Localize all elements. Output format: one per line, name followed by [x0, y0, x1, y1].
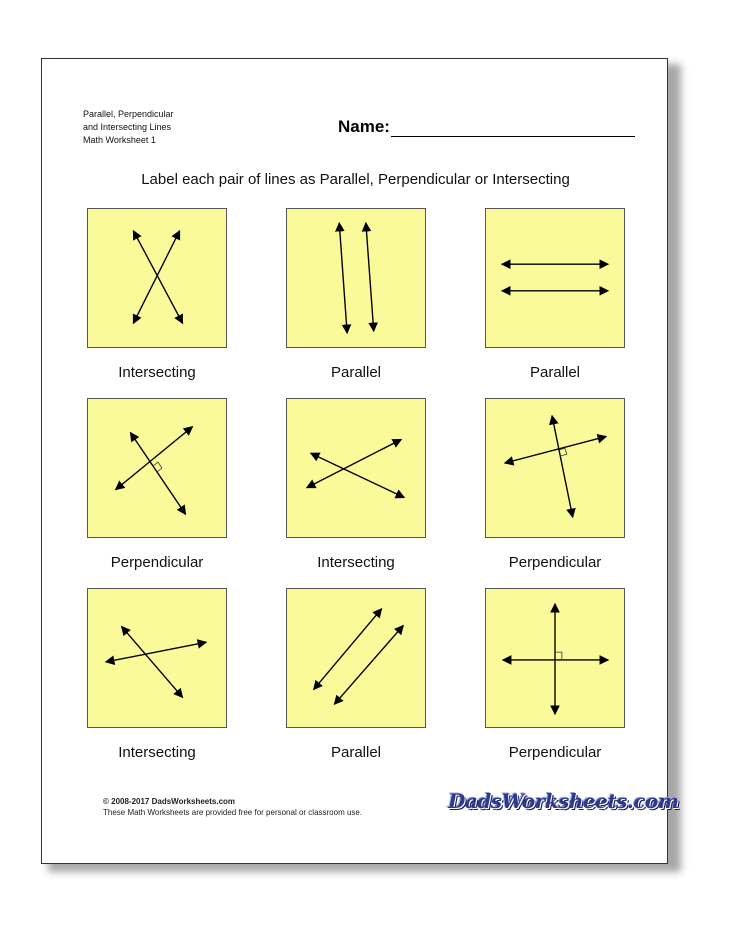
line-a	[307, 439, 402, 487]
problem-4-figure	[87, 398, 227, 538]
title-line-3: Math Worksheet 1	[83, 135, 156, 145]
problem-1-answer: Intersecting	[118, 364, 196, 381]
problem-8-answer: Parallel	[330, 744, 382, 761]
problem-1	[87, 208, 229, 381]
line-b	[366, 223, 374, 331]
title-line-1: Parallel, Perpendicular	[83, 109, 174, 119]
problem-7-figure	[87, 588, 227, 728]
problem-5-figure	[286, 398, 426, 538]
problem-6-figure	[485, 398, 625, 538]
line-a	[339, 223, 347, 333]
problem-4-answer: Perpendicular	[110, 554, 204, 571]
line-b	[130, 433, 185, 515]
problem-3	[485, 208, 627, 381]
line-b	[311, 453, 405, 497]
copyright-text: © 2008-2017 DadsWorksheets.com	[103, 797, 236, 806]
name-field	[338, 117, 635, 137]
problem-3-answer: Parallel	[529, 364, 581, 381]
dadsworksheets-logo: DadsWorksheets.com	[448, 789, 679, 813]
line-b	[122, 626, 183, 697]
usage-note: These Math Worksheets are provided free for personal or classroom use.	[103, 808, 363, 817]
problem-5	[286, 398, 428, 571]
line-a	[505, 436, 607, 463]
copyright-block	[103, 796, 362, 818]
line-b	[334, 625, 403, 704]
problem-9-answer: Perpendicular	[508, 744, 602, 761]
line-a	[116, 427, 193, 490]
problem-2	[286, 208, 428, 381]
problem-4	[87, 398, 229, 571]
line-a	[106, 642, 207, 662]
problem-6	[485, 398, 627, 571]
problem-2-answer: Parallel	[330, 364, 382, 381]
name-label: Name:	[338, 117, 390, 136]
line-a	[314, 609, 382, 690]
problem-7	[87, 588, 229, 761]
problem-3-figure	[485, 208, 625, 348]
problem-8-figure	[286, 588, 426, 728]
problem-6-answer: Perpendicular	[508, 554, 602, 571]
title-line-2: and Intersecting Lines	[83, 122, 172, 132]
right-angle-mark	[555, 652, 562, 660]
worksheet-page	[41, 58, 679, 864]
problem-8	[286, 588, 428, 761]
problem-9-figure	[485, 588, 625, 728]
problem-7-answer: Intersecting	[118, 744, 196, 761]
problem-2-figure	[286, 208, 426, 348]
problem-1-figure	[87, 208, 227, 348]
line-b	[552, 416, 573, 518]
name-blank-line[interactable]	[391, 118, 635, 137]
worksheet-title	[83, 108, 174, 147]
problem-5-answer: Intersecting	[317, 554, 395, 571]
instructions: Label each pair of lines as Parallel, Perpendicular or Intersecting	[141, 171, 570, 188]
problem-9	[485, 588, 627, 761]
